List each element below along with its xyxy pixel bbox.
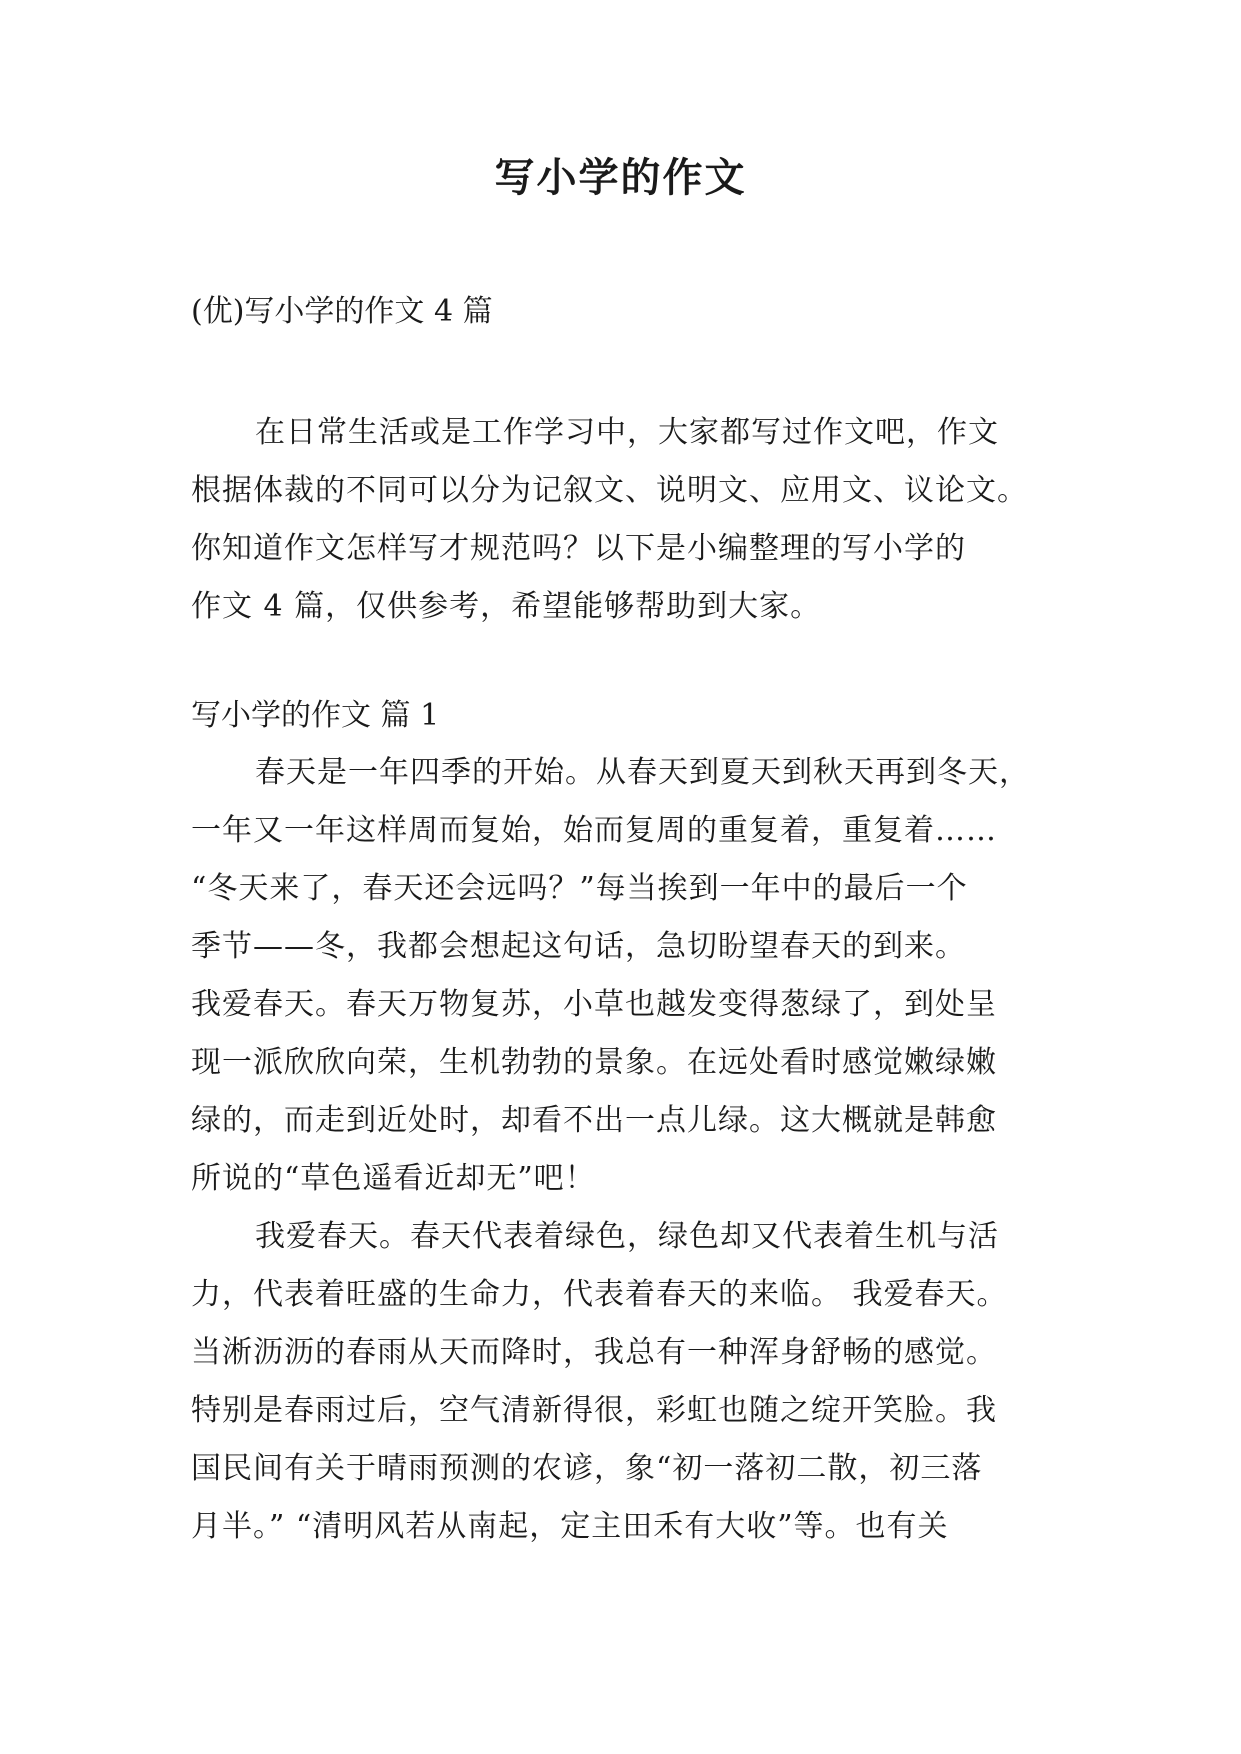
section-heading: 写小学的作文 篇 1 (191, 698, 440, 733)
body-line: 绿的，而走到近处时，却看不出一点儿绿。这大概就是韩愈 (191, 1103, 997, 1138)
body-line: 我爱春天。春天万物复苏，小草也越发变得葱绿了，到处呈 (191, 987, 997, 1022)
body-line: 特别是春雨过后，空气清新得很，彩虹也随之绽开笑脸。我 (191, 1393, 997, 1428)
body-line: 春天是一年四季的开始。从春天到夏天到秋天再到冬天， (255, 755, 1030, 790)
body-line: 现一派欣欣向荣，生机勃勃的景象。在远处看时感觉嫩绿嫩 (191, 1045, 997, 1080)
section-body (191, 744, 1071, 1556)
body-line: 力，代表着旺盛的生命力，代表着春天的来临。 我爱春天。 (191, 1277, 1008, 1312)
body-line: 国民间有关于晴雨预测的农谚，象“初一落初二散，初三落 (191, 1451, 983, 1486)
intro-line: 作文 4 篇，仅供参考，希望能够帮助到大家。 (191, 589, 822, 624)
body-line: 月半。” “清明风若从南起，定主田禾有大收”等。也有关 (191, 1509, 949, 1544)
body-line: 我爱春天。春天代表着绿色，绿色却又代表着生机与活 (255, 1219, 999, 1254)
document-subtitle: (优)写小学的作文 4 篇 (191, 294, 493, 329)
body-line: 季节——冬，我都会想起这句话，急切盼望春天的到来。 (191, 929, 966, 964)
intro-line: 根据体裁的不同可以分为记叙文、说明文、应用文、议论文。 (191, 473, 1028, 508)
body-line: “冬天来了，春天还会远吗？”每当挨到一年中的最后一个 (191, 871, 968, 906)
body-line: 所说的“草色遥看近却无”吧！ (191, 1161, 596, 1196)
body-line: 一年又一年这样周而复始，始而复周的重复着，重复着…… (191, 813, 997, 848)
intro-line: 在日常生活或是工作学习中，大家都写过作文吧，作文 (255, 415, 999, 450)
intro-paragraph (191, 404, 1071, 636)
body-line: 当淅沥沥的春雨从天而降时，我总有一种浑身舒畅的感觉。 (191, 1335, 997, 1370)
intro-line: 你知道作文怎样写才规范吗？以下是小编整理的写小学的 (191, 531, 966, 566)
document-title: 写小学的作文 (494, 154, 747, 201)
